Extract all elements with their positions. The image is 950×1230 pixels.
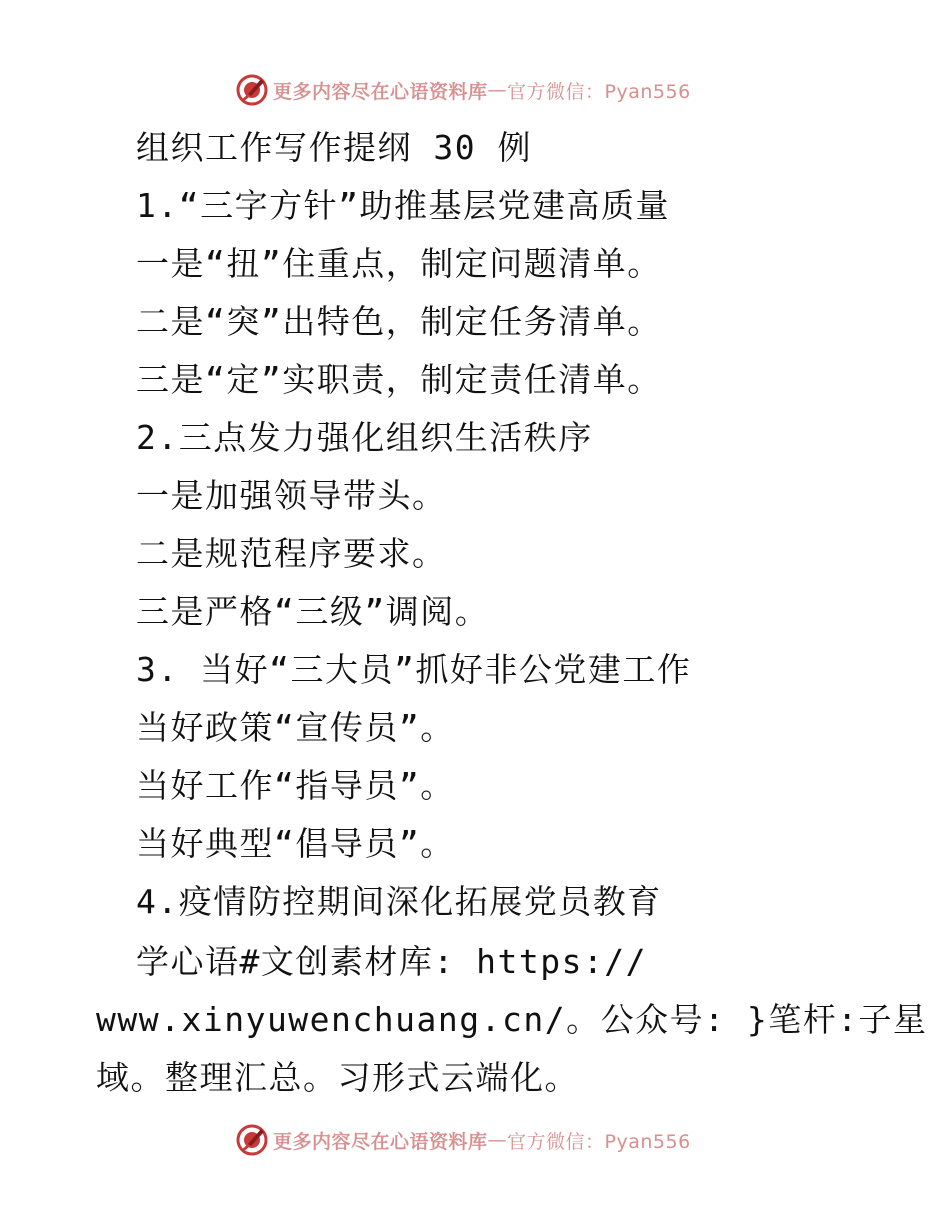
outline-item: 当好政策“宣传员”。 (136, 708, 455, 747)
footer-banner (235, 1122, 691, 1158)
document-title: 组织工作写作提纲 30 例 (136, 128, 532, 167)
outline-heading: 2.三点发力强化组织生活秩序 (136, 418, 593, 457)
banner-text-separator: — (487, 1129, 508, 1151)
body-text-line: 域。整理汇总。习形式云端化。 (96, 1058, 579, 1097)
outline-item: 三是“定”实职责，制定责任清单。 (136, 360, 662, 399)
brand-logo-icon (235, 1123, 269, 1157)
banner-text-main: 更多内容尽在心语资料库 (273, 1130, 488, 1153)
header-banner (235, 72, 691, 108)
outline-heading: 1.“三字方针”助推基层党建高质量 (136, 186, 670, 225)
outline-heading: 3. 当好“三大员”抓好非公党建工作 (136, 650, 692, 689)
body-text-line: www.xinyuwenchuang.cn/。公众号: }笔杆:子星 (96, 1000, 928, 1039)
outline-item: 当好工作“指导员”。 (136, 766, 455, 805)
body-text-line: 学心语#文创素材库: https:// (136, 942, 648, 981)
banner-text-separator: — (487, 79, 508, 101)
brand-logo-icon (235, 73, 269, 107)
outline-item: 三是严格“三级”调阅。 (136, 592, 490, 631)
banner-text-wechat: 官方微信：Pyan556 (507, 1130, 691, 1153)
banner-text-wechat: 官方微信：Pyan556 (507, 80, 691, 103)
outline-item: 当好典型“倡导员”。 (136, 824, 455, 863)
outline-item: 一是加强领导带头。 (136, 476, 447, 515)
banner-text-main: 更多内容尽在心语资料库 (273, 80, 488, 103)
outline-heading: 4.疫情防控期间深化拓展党员教育 (136, 882, 662, 921)
outline-item: 二是“突”出特色，制定任务清单。 (136, 302, 662, 341)
outline-item: 二是规范程序要求。 (136, 534, 447, 573)
outline-item: 一是“扭”住重点，制定问题清单。 (136, 244, 662, 283)
